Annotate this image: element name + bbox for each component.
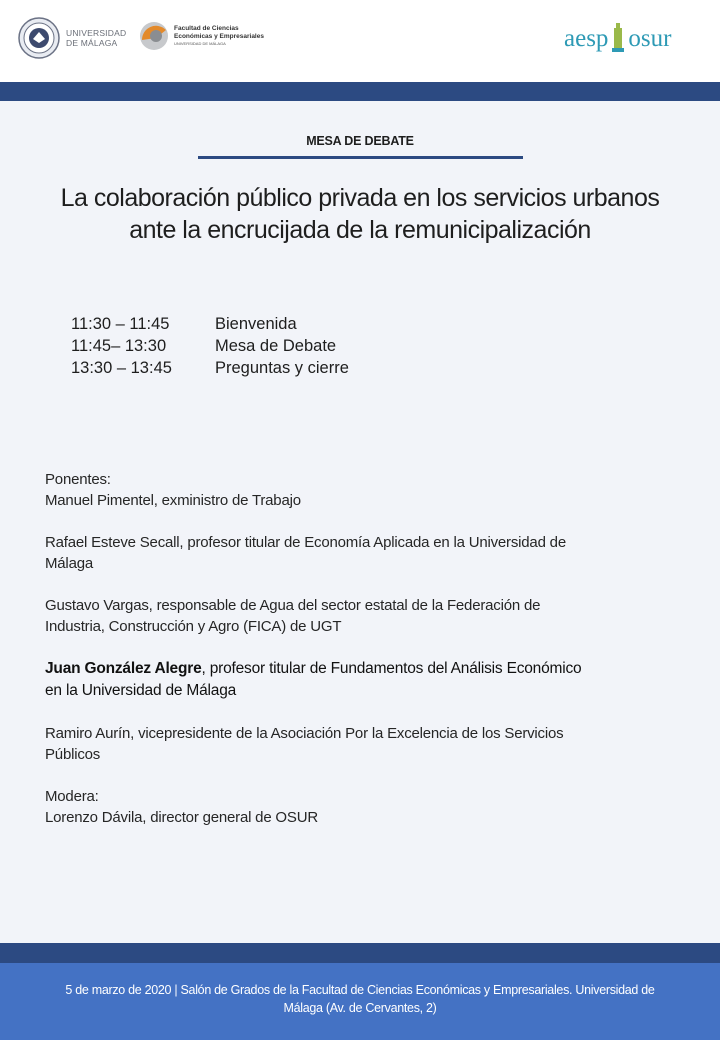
faculty-name-line1: Facultad de Ciencias: [174, 25, 239, 32]
faculty-name-line2: Económicas y Empresariales: [174, 33, 264, 40]
speakers-heading: Ponentes:: [45, 471, 111, 488]
event-title: [20, 182, 700, 246]
schedule-item: Bienvenida: [215, 315, 297, 333]
header: [0, 0, 720, 82]
section-title: MESA DE DEBATE: [306, 134, 414, 148]
tower-icon: [609, 22, 627, 52]
content-panel: [0, 101, 720, 943]
faculty-logo: [138, 20, 264, 52]
schedule-item: Preguntas y cierre: [215, 359, 349, 377]
aesp-logo-text: aesp: [564, 25, 609, 52]
university-name-line2: DE MÁLAGA: [66, 38, 118, 48]
speaker-entry-line: [45, 658, 665, 680]
university-seal-icon: [18, 17, 60, 59]
schedule: [71, 313, 349, 379]
faculty-name-line3: UNIVERSIDAD DE MÁLAGA: [174, 41, 226, 46]
schedule-time: 11:45– 13:30: [71, 337, 167, 355]
title-underline: [198, 156, 523, 159]
moderator-entry: Lorenzo Dávila, director general de OSUR: [45, 809, 318, 826]
speakers-section: [45, 469, 665, 828]
moderator-heading: Modera:: [45, 788, 99, 805]
aesp-osur-logo: [564, 22, 671, 52]
speaker-entry: Manuel Pimentel, exministro de Trabajo: [45, 492, 301, 509]
speaker-entry-line: Industria, Construcción y Agro (FICA) de UGT: [45, 618, 342, 635]
event-title-line2: ante la encrucijada de la remunicipalización: [129, 216, 591, 244]
universidad-malaga-logo: [18, 17, 126, 59]
schedule-row: [71, 313, 349, 335]
footer-line1: 5 de marzo de 2020 | Salón de Grados de la Facultad de Ciencias Económicas y Empresariales. Universidad de: [65, 983, 655, 997]
speaker-role: , profesor titular de Fundamentos del Análisis Económico: [201, 660, 582, 677]
bottom-band: [0, 943, 720, 963]
footer: [0, 963, 720, 1040]
faculty-mark-icon: [138, 20, 170, 52]
osur-logo-text: osur: [628, 25, 672, 52]
speaker-name-bold: Juan González Alegre: [45, 660, 202, 677]
speaker-entry-line: Málaga: [45, 555, 93, 572]
schedule-item: Mesa de Debate: [215, 337, 337, 355]
speaker-entry-line: Gustavo Vargas, responsable de Agua del sector estatal de la Federación de: [45, 597, 541, 614]
top-band: [0, 82, 720, 101]
footer-text: [10, 981, 710, 1017]
speaker-entry-line: Ramiro Aurín, vicepresidente de la Asociación Por la Excelencia de los Servicios: [45, 725, 564, 742]
schedule-row: [71, 335, 349, 357]
speaker-entry-line: Rafael Esteve Secall, profesor titular de Economía Aplicada en la Universidad de: [45, 534, 566, 551]
footer-line2: Málaga (Av. de Cervantes, 2): [283, 1001, 437, 1015]
speaker-entry-line: Públicos: [45, 746, 101, 763]
speaker-entry-line: en la Universidad de Málaga: [45, 682, 237, 699]
university-name-line1: UNIVERSIDAD: [66, 28, 127, 38]
schedule-time: 13:30 – 13:45: [71, 359, 172, 377]
event-title-line1: La colaboración público privada en los servicios urbanos: [60, 184, 660, 212]
schedule-time: 11:30 – 11:45: [71, 315, 170, 333]
schedule-row: [71, 357, 349, 379]
